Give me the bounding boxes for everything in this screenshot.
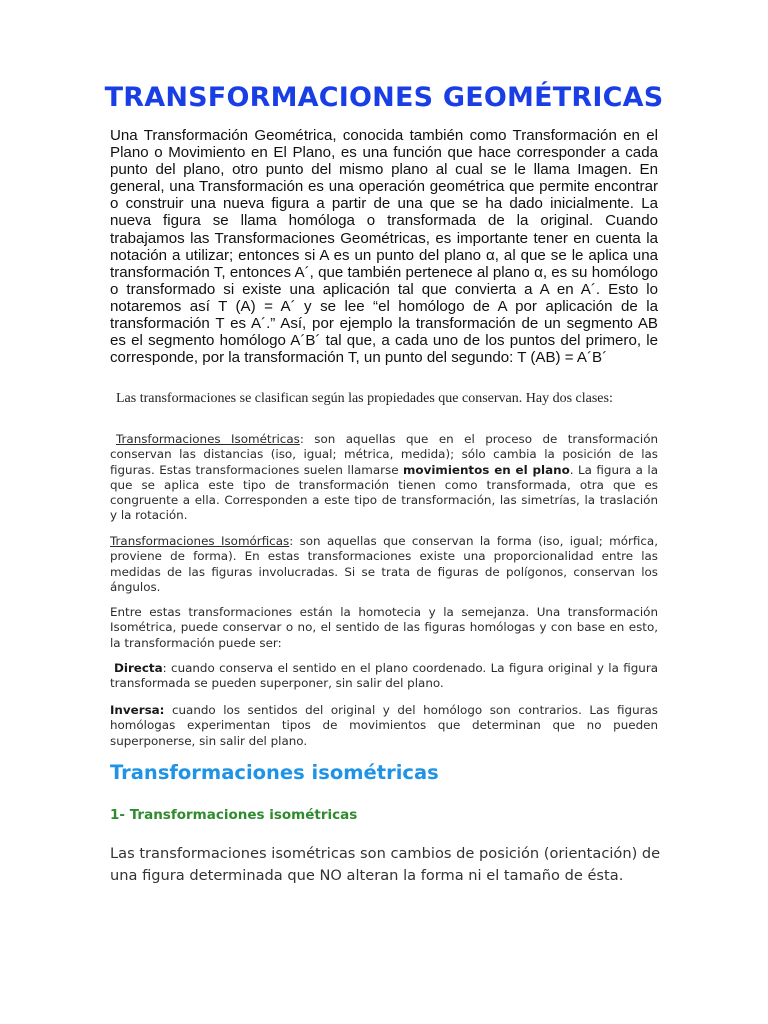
direct-term: Directa <box>114 661 163 675</box>
page-title: TRANSFORMACIONES GEOMÉTRICAS <box>104 82 664 113</box>
inverse-text: cuando los sentidos del original y del homólogo son contrarios. Las figuras homólogas experimentan tipos de movimientos que determinan que no pueden superponerse, sin salir del plano. <box>110 703 658 748</box>
intro-paragraph: Una Transformación Geométrica, conocida también como Transformación en el Plano o Movimiento en El Plano, es una función que hace corresponder a cada punto del plano, otro punto del mismo plano al cual se le llama Imagen. En general, una Transformación es una operación geométrica que permite encontrar o construir una nueva figura a partir de una que se ha dado inicialmente. La nueva figura se llama homóloga o transformada de la original. Cuando trabajamos las Transformaciones Geométricas, es importante tener en cuenta la notación a utilizar; entonces si A es un punto del plano α, al que se le aplica una transformación T, entonces A´, que también pertenece al plano α, es su homólogo o transformado si existe una aplicación tal que convierta a A en A´. Esto lo notaremos así T (A) = A´ y se lee “el homólogo de A por aplicación de la transformación T es A´.” Así, por ejemplo la transformación de un segmento AB es el segmento homólogo A´B´ tal que, a cada uno de los puntos del primero, le corresponde, por la transformación T, un punto del segundo: T (AB) = A´B´ <box>110 127 658 367</box>
classification-paragraph: Las transformaciones se clasifican según las propiedades que conservan. Hay dos clases: <box>116 391 613 406</box>
isometric-text-b: . La figura a la que se aplica este tipo de transformación tienen como transformada, otra que es congruente a ella. Corresponden a este tipo de transformación, las simetrías, la traslación y la rotación. <box>110 462 658 523</box>
isometric-term: Transformaciones Isométricas <box>116 432 300 446</box>
isometric-bold-term: movimientos en el plano <box>403 462 570 477</box>
inverse-term: Inversa: <box>110 703 165 717</box>
isomorphic-term: Transformaciones Isomórficas <box>110 534 290 548</box>
direct-paragraph <box>110 661 658 692</box>
subheading: 1- Transformaciones isométricas <box>110 807 358 823</box>
inverse-paragraph <box>110 703 658 749</box>
closing-paragraph: Las transformaciones isométricas son cambios de posición (orientación) de una figura determinada que NO alteran la forma ni el tamaño de ésta. <box>110 845 661 884</box>
direct-text: : cuando conserva el sentido en el plano coordenado. La figura original y la figura transformada se pueden superponer, sin salir del plano. <box>110 661 658 691</box>
isometric-paragraph <box>110 432 658 524</box>
isomorphic-paragraph <box>110 534 658 595</box>
between-paragraph: Entre estas transformaciones están la homotecia y la semejanza. Una transformación Isométrica, puede conservar o no, el sentido de las figuras homólogas y con base en esto, la transformación puede ser: <box>110 605 658 650</box>
isometric-text-a: : son aquellas que en el proceso de transformación conservan las distancias (iso, igual; métrica, medida); sólo cambia la posición de las figuras. Estas transformaciones suelen llamarse <box>110 432 659 477</box>
isomorphic-text: : son aquellas que conservan la forma (iso, igual; mórfica, proviene de forma). En estas transformaciones existe una proporcionalidad entre las medidas de las figuras involucradas. Si se trata de figuras de polígonos, conservan los ángulos. <box>110 534 658 594</box>
section-heading: Transformaciones isométricas <box>110 761 439 784</box>
